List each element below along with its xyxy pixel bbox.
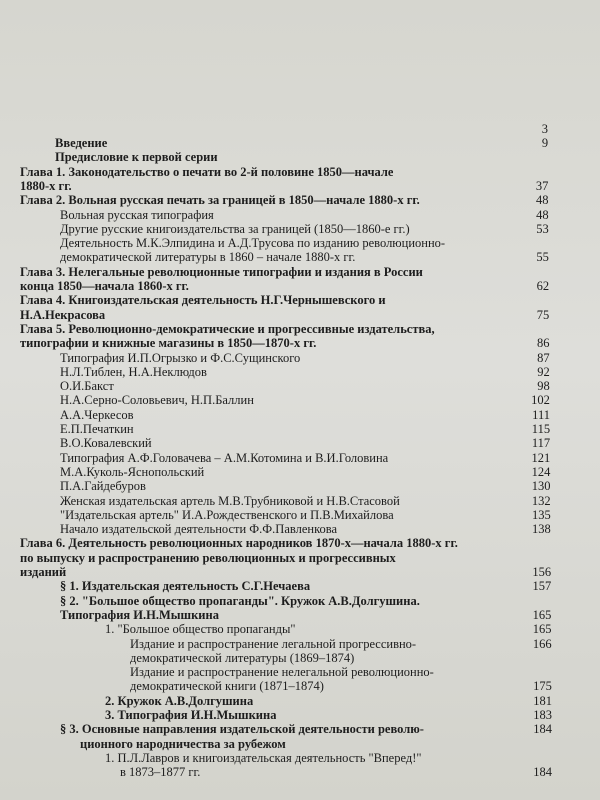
toc-entry: 3. Типография И.Н.Мышкина — [105, 708, 277, 722]
toc-entry: Издание и распространение легальной прогрессивно- — [130, 636, 417, 651]
toc-entry: Глава 3. Нелегальные революционные типографии и издания в России — [20, 264, 423, 279]
toc-entry: Деятельность М.К.Элпидина и А.Д.Трусова по изданию революционно- — [60, 236, 446, 251]
toc-entry: по выпуску и распространению революционных и прогрессивных — [20, 550, 396, 565]
toc-entry: О.И.Бакст — [60, 379, 114, 394]
toc-entry: "Издательская артель" И.А.Рождественского и П.В.Михайлова — [60, 507, 394, 522]
toc-entry: Другие русские книгоиздательства за границей (1850—1860-е гг.) — [60, 221, 410, 236]
toc-entry: типографии и книжные магазины в 1850—1870-х гг. — [20, 336, 317, 351]
toc-entry: 1. П.Л.Лавров и книгоиздательская деятельность "Вперед!" — [105, 750, 422, 765]
toc-entry: Предисловие к первой серии — [55, 150, 218, 165]
toc-page-number: 132 — [531, 493, 551, 508]
toc-page-number: 115 — [531, 422, 551, 436]
toc-page-number: 87 — [537, 350, 550, 365]
toc-page-number: 37 — [535, 178, 549, 193]
toc-page-number: 48 — [536, 193, 549, 208]
toc-page-number: 130 — [531, 479, 551, 494]
toc-page-number: 3 — [541, 121, 548, 136]
toc-entry: Глава 6. Деятельность революционных народников 1870-х—начала 1880-х гг. — [20, 536, 458, 551]
toc-page-number: 135 — [531, 507, 551, 522]
toc-page-number: 184 — [533, 722, 552, 737]
toc-entry: 1. "Большое общество пропаганды" — [105, 622, 296, 637]
toc-entry: Типография И.Н.Мышкина — [60, 607, 219, 622]
toc-page-number: 124 — [531, 464, 551, 479]
toc-page-number: 157 — [532, 579, 552, 594]
toc-entry: 2. Кружок А.В.Долгушина — [105, 693, 254, 708]
toc-page-number: 181 — [533, 693, 552, 708]
toc-entry: Н.А.Некрасова — [20, 307, 106, 322]
toc-entry: Типография А.Ф.Головачева – А.М.Котомина и В.И.Головина — [60, 450, 389, 465]
toc-entry: в 1873–1877 гг. — [120, 765, 201, 780]
toc-entry: А.А.Черкесов — [60, 407, 134, 422]
toc-entry: § 1. Издательская деятельность С.Г.Нечаева — [60, 579, 311, 594]
toc-entry: § 3. Основные направления издательской деятельности револю- — [60, 722, 424, 737]
toc-page-number: 175 — [533, 679, 552, 694]
toc-page-number: 183 — [533, 708, 552, 722]
toc-entry: Н.Л.Тиблен, Н.А.Неклюдов — [60, 364, 207, 379]
toc-page-number: 102 — [531, 393, 550, 408]
toc-entry: П.А.Гайдебуров — [60, 479, 146, 494]
toc-entry: Издание и распространение нелегальной революционно- — [130, 665, 434, 680]
toc-page-number: 111 — [532, 407, 550, 422]
toc-page-number: 165 — [532, 622, 552, 637]
toc-page-number: 165 — [532, 607, 552, 622]
toc-entry: демократической книги (1871–1874) — [130, 679, 324, 694]
toc-page-number: 121 — [531, 450, 551, 465]
toc-entry: Начало издательской деятельности Ф.Ф.Павленкова — [60, 522, 338, 537]
toc-page-number: 117 — [531, 436, 551, 451]
toc-page-number: 9 — [541, 136, 549, 150]
toc-page-number: 138 — [532, 522, 551, 537]
toc-entry: Глава 5. Революционно-демократические и прогрессивные издательства, — [20, 321, 435, 336]
toc-page-number: 75 — [536, 307, 550, 322]
toc-entry: Н.А.Серно-Соловьевич, Н.П.Баллин — [60, 393, 254, 408]
toc-entry: изданий — [20, 565, 67, 579]
toc-page-number: 62 — [536, 279, 550, 293]
toc-entry: М.А.Куколь-Яснопольский — [60, 464, 205, 479]
toc-entry: Глава 2. Вольная русская печать за границей в 1850—начале 1880-х гг. — [20, 193, 420, 208]
toc-page-number: 53 — [536, 221, 549, 236]
toc-page-number: 92 — [537, 364, 550, 379]
toc-entry: Е.П.Печаткин — [60, 422, 134, 436]
toc-entry: конца 1850—начала 1860-х гг. — [20, 279, 189, 293]
toc-entry: Типография И.П.Огрызко и Ф.С.Сущинского — [60, 350, 301, 365]
toc-entry: Глава 1. Законодательство о печати во 2-й половине 1850—начале — [20, 164, 394, 179]
toc-entry: § 2. "Большое общество пропаганды". Кружок А.В.Долгушина. — [60, 593, 420, 608]
toc-entry: демократической литературы в 1860 – начале 1880-х гг. — [60, 250, 356, 265]
toc-page-number: 55 — [536, 250, 549, 265]
toc-entry: ционного народничества за рубежом — [80, 736, 286, 751]
toc-entry: 1880-х гг. — [20, 178, 72, 193]
toc-entry: Вольная русская типография — [60, 207, 214, 222]
toc-entry: Женская издательская артель М.В.Трубниковой и Н.В.Стасовой — [60, 493, 400, 508]
toc-page-number: 48 — [536, 207, 549, 222]
toc-entry: Введение — [55, 136, 108, 150]
toc-page-number: 86 — [537, 336, 550, 351]
toc-page-number: 184 — [533, 765, 552, 780]
toc-entry: демократической литературы (1869–1874) — [130, 650, 355, 665]
toc-entry: Глава 4. Книгоиздательская деятельность Н.Г.Чернышевского и — [20, 293, 386, 308]
toc-page-number: 156 — [532, 565, 552, 579]
toc-page-number: 98 — [537, 379, 550, 394]
toc-page-number: 166 — [532, 636, 552, 651]
toc-entry: В.О.Ковалевский — [60, 436, 152, 451]
